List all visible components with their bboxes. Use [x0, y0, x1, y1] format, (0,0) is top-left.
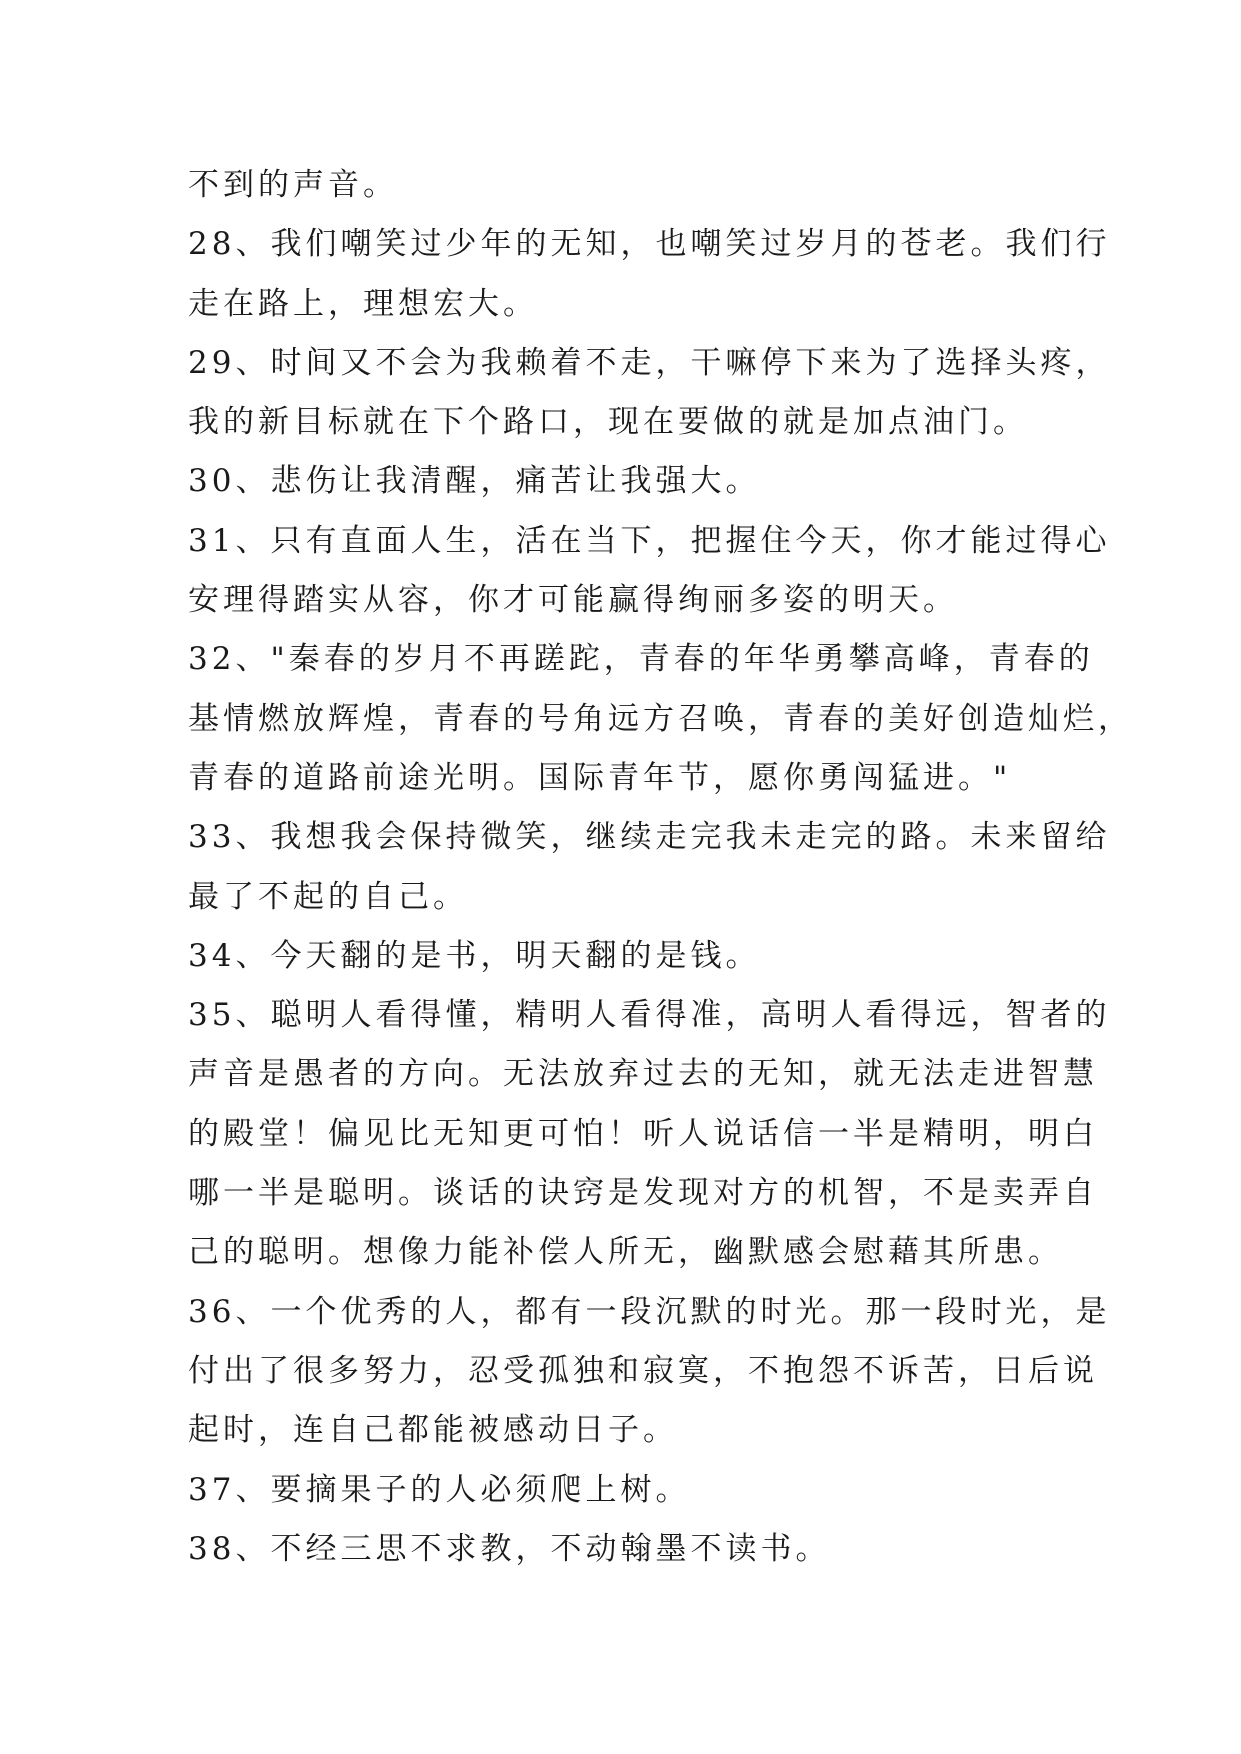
text-line: 走在路上，理想宏大。: [188, 285, 538, 322]
text-line: 付出了很多努力，忍受孤独和寂寞，不抱怨不诉苦，日后说: [188, 1352, 1098, 1389]
text-line: 最了不起的自己。: [188, 878, 468, 915]
text-line: 的殿堂！偏见比无知更可怕！听人说话信一半是精明，明白: [188, 1115, 1098, 1152]
text-line: 30、悲伤让我清醒，痛苦让我强大。: [188, 463, 761, 500]
text-line: 28、我们嘲笑过少年的无知，也嘲笑过岁月的苍老。我们行: [188, 226, 1111, 263]
text-line: 32、"秦春的岁月不再蹉跎，青春的年华勇攀高峰，青春的: [188, 641, 1094, 678]
text-line: 基情燃放辉煌，青春的号角远方召唤，青春的美好创造灿烂，: [188, 700, 1133, 737]
text-line: 36、一个优秀的人，都有一段沉默的时光。那一段时光，是: [188, 1293, 1111, 1330]
text-line: 34、今天翻的是书，明天翻的是钱。: [188, 937, 761, 974]
text-line: 青春的道路前途光明。国际青年节，愿你勇闯猛进。": [188, 759, 1012, 796]
text-line: 己的聪明。想像力能补偿人所无，幽默感会慰藉其所患。: [188, 1234, 1063, 1271]
text-line: 起时，连自己都能被感动日子。: [188, 1412, 678, 1449]
text-line: 不到的声音。: [188, 167, 398, 203]
text-line: 33、我想我会保持微笑，继续走完我未走完的路。未来留给: [188, 819, 1111, 856]
text-line: 31、只有直面人生，活在当下，把握住今天，你才能过得心: [188, 522, 1111, 559]
document-body: [188, 156, 1133, 1579]
text-line: 哪一半是聪明。谈话的诀窍是发现对方的机智，不是卖弄自: [188, 1175, 1098, 1212]
text-line: 38、不经三思不求教，不动翰墨不读书。: [188, 1530, 831, 1567]
text-line: 安理得踏实从容，你才可能赢得绚丽多姿的明天。: [188, 582, 958, 619]
text-line: 声音是愚者的方向。无法放弃过去的无知，就无法走进智慧: [188, 1056, 1098, 1093]
text-line: 29、时间又不会为我赖着不走，干嘛停下来为了选择头疼，: [188, 344, 1111, 381]
text-line: 37、要摘果子的人必须爬上树。: [188, 1471, 691, 1508]
text-line: 35、聪明人看得懂，精明人看得准，高明人看得远，智者的: [188, 997, 1111, 1034]
text-line: 我的新目标就在下个路口，现在要做的就是加点油门。: [188, 404, 1028, 441]
